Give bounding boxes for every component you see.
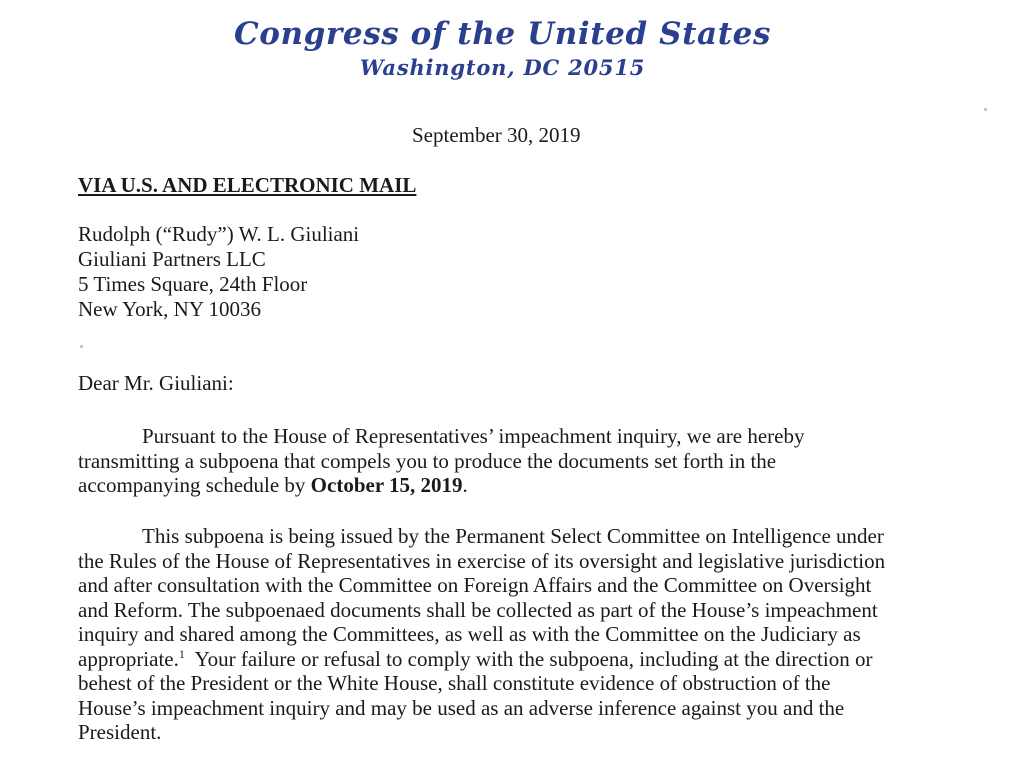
recipient-name: Rudolph (“Rudy”) W. L. Giuliani bbox=[78, 222, 360, 246]
recipient-city: New York, NY 10036 bbox=[78, 297, 261, 321]
paragraph-1-period: . bbox=[462, 473, 468, 497]
letterhead-title: Congress of the United States bbox=[233, 16, 772, 52]
delivery-method: VIA U.S. AND ELECTRONIC MAIL bbox=[78, 173, 417, 197]
paragraph-2 bbox=[78, 524, 938, 745]
scan-speck bbox=[80, 345, 83, 348]
paragraph-2-line: This subpoena is being issued by the Permanent Select Committee on Intelligence under bbox=[142, 524, 884, 548]
paragraph-2-line: President. bbox=[78, 720, 162, 744]
deadline-date: October 15, 2019 bbox=[310, 473, 463, 497]
paragraph-1-line: transmitting a subpoena that compels you to produce the documents set forth in the bbox=[78, 448, 777, 473]
recipient-address bbox=[78, 222, 359, 322]
paragraph-1-line: Pursuant to the House of Representatives’ impeachment inquiry, we are hereby bbox=[142, 424, 805, 448]
paragraph-2-line: House’s impeachment inquiry and may be used as an adverse inference against you and the bbox=[78, 695, 845, 720]
paragraph-2-text: appropriate. bbox=[78, 646, 179, 671]
paragraph-2-line: and Reform. The subpoenaed documents shall be collected as part of the House’s impeachment bbox=[78, 597, 878, 622]
letterhead-address: Washington, DC 20515 bbox=[359, 55, 646, 80]
scan-speck bbox=[984, 108, 987, 111]
letter-date: September 30, 2019 bbox=[412, 123, 581, 147]
paragraph-2-line: the Rules of the House of Representatives in exercise of its oversight and legislative jurisdiction bbox=[78, 548, 886, 573]
recipient-company: Giuliani Partners LLC bbox=[78, 247, 266, 271]
paragraph-2-line: inquiry and shared among the Committees, as well as with the Committee on the Judiciary as bbox=[78, 622, 861, 646]
paragraph-1-line bbox=[78, 473, 938, 498]
paragraph-1-text: accompanying schedule by bbox=[78, 473, 311, 497]
paragraph-2-text: Your failure or refusal to comply with the subpoena, including at the direction or bbox=[184, 646, 873, 671]
paragraph-2-line: behest of the President or the White House, shall constitute evidence of obstruction of the bbox=[78, 671, 831, 695]
footnote-marker: 1 bbox=[178, 646, 185, 661]
paragraph-2-line bbox=[78, 647, 938, 672]
paragraph-2-line: and after consultation with the Committee on Foreign Affairs and the Committee on Oversight bbox=[78, 573, 872, 597]
salutation: Dear Mr. Giuliani: bbox=[78, 371, 234, 395]
paragraph-1 bbox=[78, 424, 938, 498]
letterhead bbox=[0, 14, 1005, 82]
recipient-street: 5 Times Square, 24th Floor bbox=[78, 272, 308, 296]
